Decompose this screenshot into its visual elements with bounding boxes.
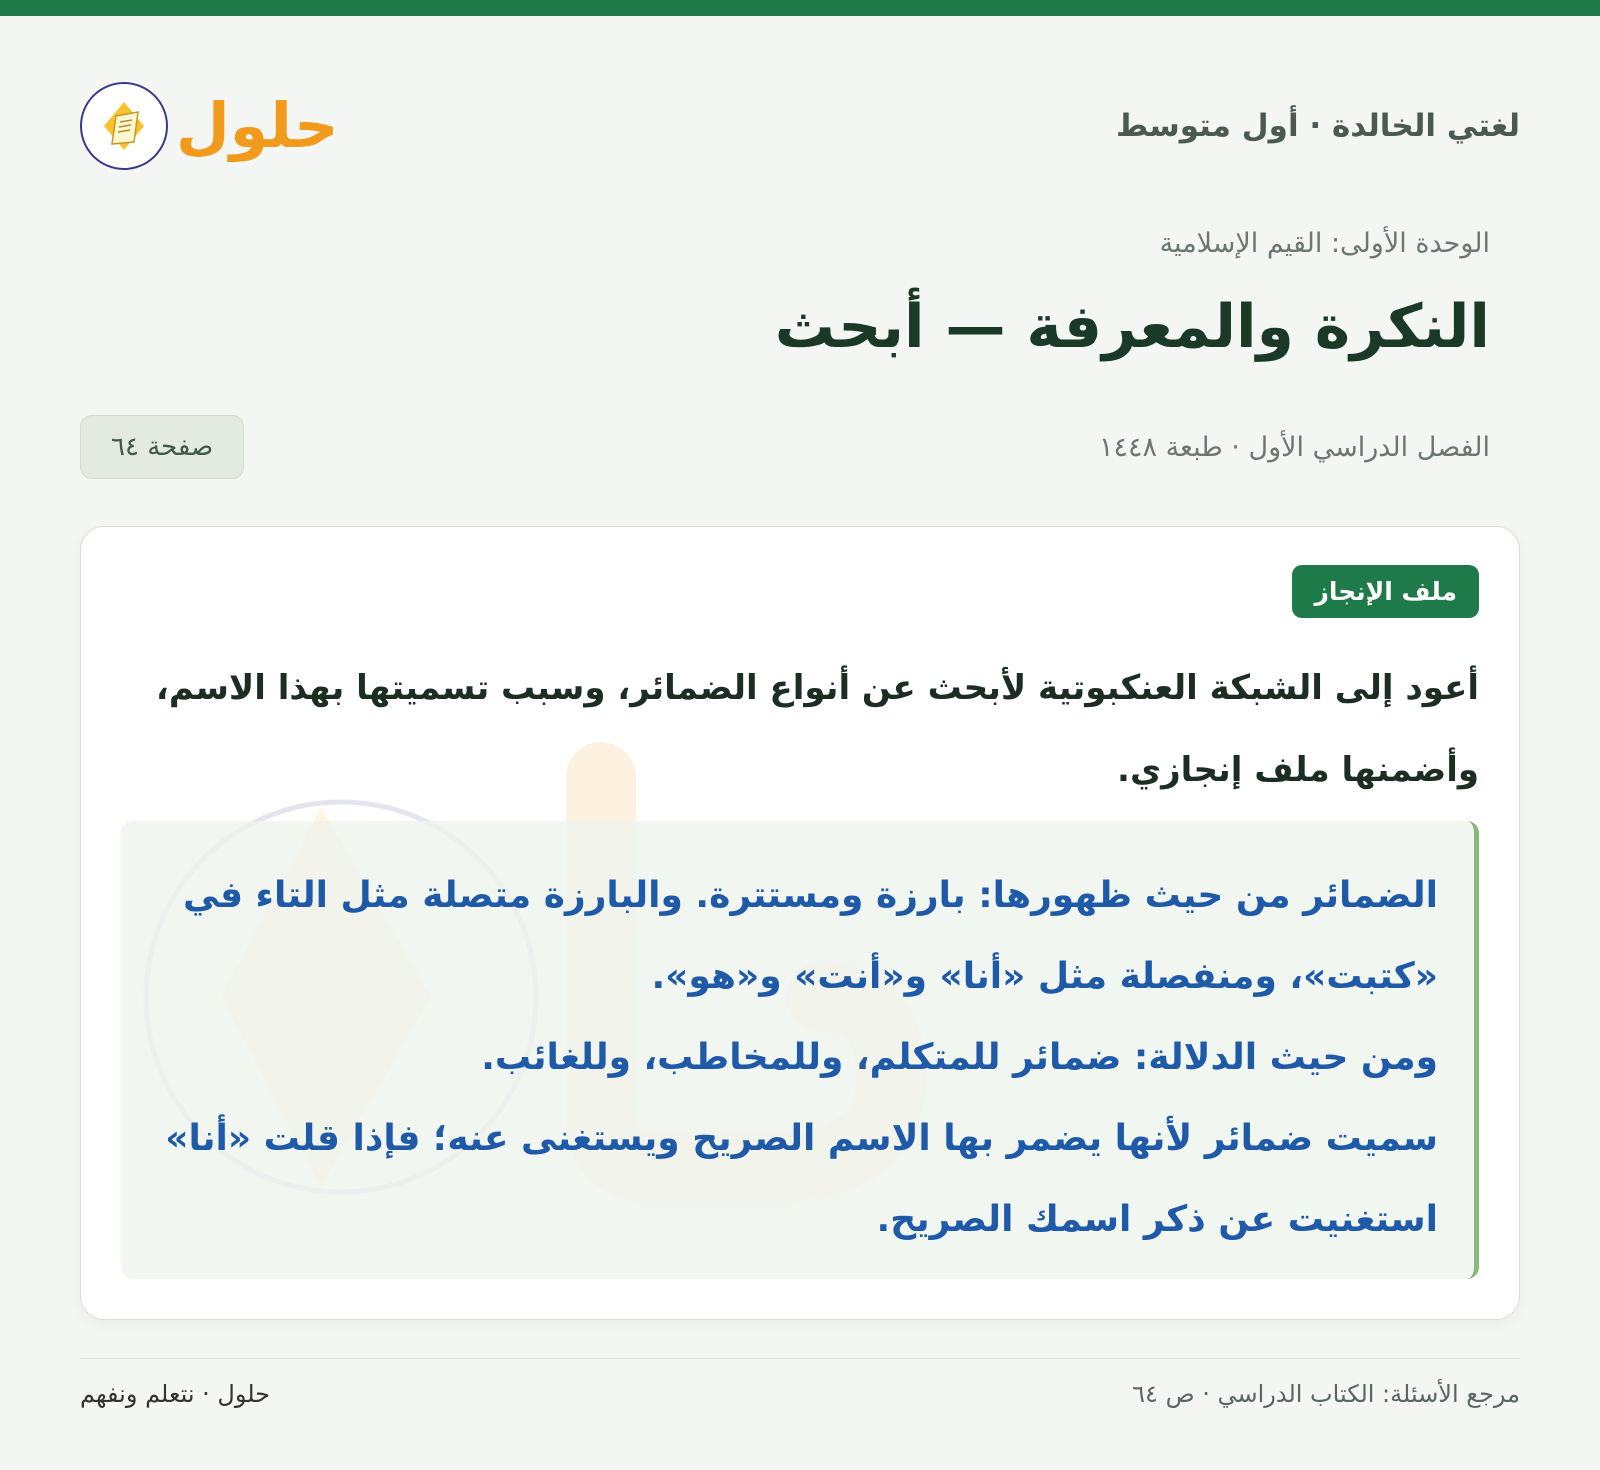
page-number-badge: صفحة ٦٤ <box>80 415 244 479</box>
page-header <box>80 66 1520 186</box>
book-icon <box>80 82 168 170</box>
achievement-file-tag: ملف الإنجاز <box>1292 565 1479 618</box>
book-title: لغتي الخالدة · أول متوسط <box>1116 108 1520 144</box>
answer-paragraph: الضمائر من حيث ظهورها: بارزة ومستترة. والبارزة متصلة مثل التاء في «كتبت»، ومنفصلة مثل «أنا» و«أنت» و«هو». <box>183 875 1438 997</box>
page-footer <box>80 1380 1520 1408</box>
lesson-title: النكرة والمعرفة — أبحث <box>774 292 1490 362</box>
site-logo[interactable] <box>80 82 339 170</box>
footer-divider <box>80 1358 1520 1359</box>
answer-paragraph: ومن حيث الدلالة: ضمائر للمتكلم، وللمخاطب، وللغائب. <box>481 1037 1438 1078</box>
question-card <box>80 526 1520 1320</box>
answer-box <box>121 821 1479 1279</box>
unit-label: الوحدة الأولى: القيم الإسلامية <box>1159 228 1490 259</box>
answer-paragraph: سميت ضمائر لأنها يضمر بها الاسم الصريح ويستغنى عنه؛ فإذا قلت «أنا» استغنيت عن ذكر اسمك الصريح. <box>165 1118 1438 1240</box>
top-accent-bar <box>0 0 1600 16</box>
footer-brand: حلول · نتعلم ونفهم <box>80 1380 270 1408</box>
logo-wordmark: حلول <box>176 89 339 162</box>
reference-note: مرجع الأسئلة: الكتاب الدراسي · ص ٦٤ <box>1132 1380 1520 1408</box>
lesson-meta <box>80 412 1490 482</box>
semester-info: الفصل الدراسي الأول · طبعة ١٤٤٨ <box>1098 431 1490 463</box>
question-text: أعود إلى الشبكة العنكبوتية لأبحث عن أنواع الضمائر، وسبب تسميتها بهذا الاسم، وأضمنها ملف إنجازي. <box>155 668 1479 790</box>
